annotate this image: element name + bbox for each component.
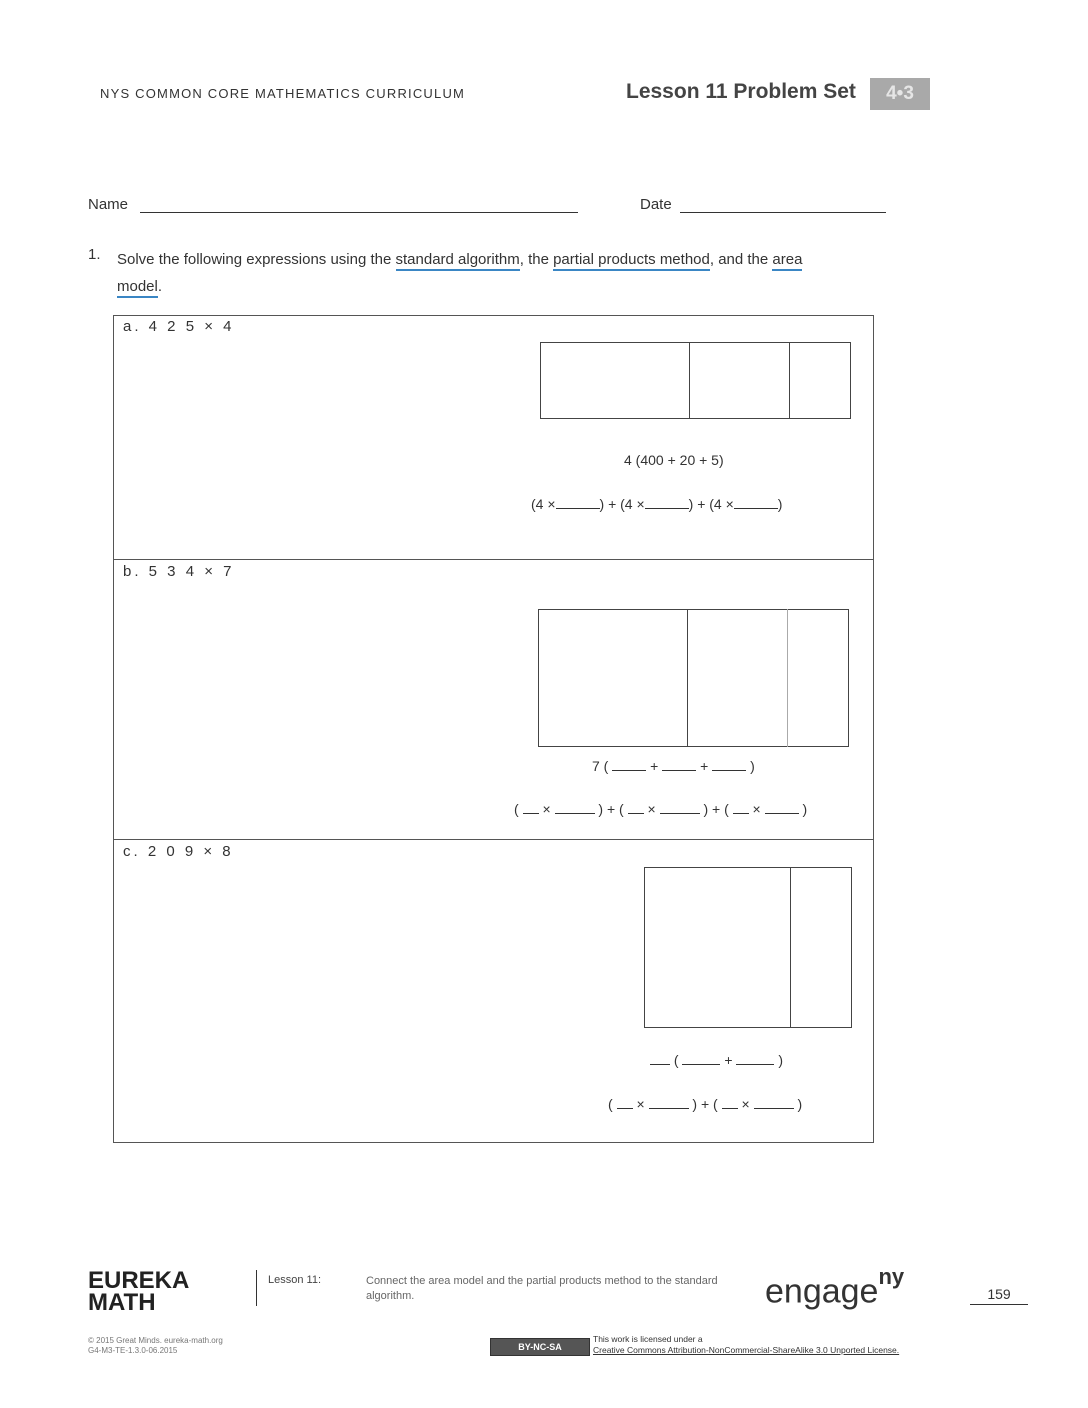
expr-part: ) + ( xyxy=(703,801,729,817)
problem-divider xyxy=(113,839,874,840)
problem-a-label: a. 4 2 5 × 4 xyxy=(123,318,235,335)
answer-blank[interactable] xyxy=(733,801,749,814)
answer-blank[interactable] xyxy=(612,758,646,771)
answer-blank[interactable] xyxy=(712,758,746,771)
license-link[interactable]: Creative Commons Attribution-NonCommercial-ShareAlike 3.0 Unported License. xyxy=(593,1345,900,1355)
cc-license-icon xyxy=(490,1338,590,1356)
answer-blank[interactable] xyxy=(555,801,595,814)
area-model-divider xyxy=(689,342,690,419)
expr-part: ) xyxy=(802,801,808,817)
area-model-divider xyxy=(790,867,791,1028)
cc-badge-text: BY-NC-SA xyxy=(518,1342,562,1352)
expr-part: ) xyxy=(797,1096,803,1112)
expr-part: × xyxy=(647,801,656,817)
term-standard-algorithm: standard algorithm xyxy=(396,251,520,271)
question-text xyxy=(117,246,917,300)
license-text xyxy=(593,1334,899,1356)
expr-part: ( xyxy=(673,1052,679,1068)
partial-products-c xyxy=(608,1096,802,1112)
answer-blank[interactable] xyxy=(645,496,689,509)
term-partial-products: partial products method xyxy=(553,251,710,271)
logo-line: EUREKA xyxy=(88,1267,190,1294)
area-model-divider xyxy=(789,342,790,419)
problem-c-label: c. 2 0 9 × 8 xyxy=(123,843,234,860)
copyright-line: © 2015 Great Minds. eureka-math.org xyxy=(88,1336,223,1345)
answer-blank[interactable] xyxy=(722,1096,738,1109)
engage-text: engage xyxy=(765,1272,879,1311)
answer-blank[interactable] xyxy=(523,801,539,814)
problem-divider xyxy=(113,559,874,560)
expr-part: 7 ( xyxy=(592,758,609,774)
term-model: model xyxy=(117,278,158,298)
answer-blank[interactable] xyxy=(765,801,799,814)
answer-blank[interactable] xyxy=(736,1052,774,1065)
distributive-expression-b xyxy=(592,758,755,774)
date-label: Date xyxy=(640,196,672,213)
answer-blank[interactable] xyxy=(617,1096,633,1109)
question-text-part: , and the xyxy=(709,251,773,268)
expr-part: (4 × xyxy=(531,496,556,512)
date-field[interactable] xyxy=(680,212,886,213)
eureka-math-logo xyxy=(88,1267,190,1316)
area-model-a[interactable] xyxy=(540,342,851,419)
question-number: 1. xyxy=(88,246,101,263)
expr-part: × xyxy=(741,1096,750,1112)
curriculum-header: NYS COMMON CORE MATHEMATICS CURRICULUM xyxy=(100,86,466,101)
answer-blank[interactable] xyxy=(662,758,696,771)
answer-blank[interactable] xyxy=(660,801,700,814)
expr-part: × xyxy=(636,1096,645,1112)
expr-part: × xyxy=(752,801,761,817)
page-number: 159 xyxy=(970,1286,1028,1305)
answer-blank[interactable] xyxy=(628,801,644,814)
area-model-c[interactable] xyxy=(644,867,852,1028)
expr-part: ) + ( xyxy=(598,801,624,817)
area-model-divider xyxy=(687,609,688,747)
expr-part: ) xyxy=(750,758,755,774)
question-text-part: , the xyxy=(519,251,554,268)
area-model-b[interactable] xyxy=(538,609,849,747)
license-line: This work is licensed under a xyxy=(593,1334,703,1344)
answer-blank[interactable] xyxy=(754,1096,794,1109)
answer-blank[interactable] xyxy=(649,1096,689,1109)
question-text-part: . xyxy=(157,278,163,295)
expr-part: ) xyxy=(777,496,783,512)
expr-part: + xyxy=(700,758,709,774)
name-field[interactable] xyxy=(140,212,578,213)
name-label: Name xyxy=(88,196,129,213)
expr-part: ) + (4 × xyxy=(688,496,734,512)
term-area: area xyxy=(772,251,802,271)
expr-part: ) xyxy=(778,1052,783,1068)
expr-part: ( xyxy=(608,1096,613,1112)
footer-lesson: Lesson 11: xyxy=(268,1274,322,1286)
answer-blank[interactable] xyxy=(734,496,778,509)
problem-b-label: b. 5 3 4 × 7 xyxy=(123,563,235,580)
partial-products-a xyxy=(531,496,782,512)
expr-part: + xyxy=(650,758,659,774)
answer-blank[interactable] xyxy=(650,1052,670,1065)
logo-line: MATH xyxy=(88,1289,156,1316)
copyright xyxy=(88,1336,223,1356)
expr-part: × xyxy=(542,801,551,817)
question-text-part: Solve the following expressions using the xyxy=(117,251,396,268)
partial-products-b xyxy=(514,801,807,817)
distributive-expression-c xyxy=(650,1052,783,1068)
area-model-divider xyxy=(787,609,788,747)
expr-part: + xyxy=(724,1052,733,1068)
module-badge: 4•3 xyxy=(870,78,930,110)
engageny-logo xyxy=(765,1264,905,1311)
answer-blank[interactable] xyxy=(556,496,600,509)
copyright-line: G4-M3-TE-1.3.0-06.2015 xyxy=(88,1346,178,1355)
footer-description: Connect the area model and the partial products method to the standard algorithm. xyxy=(366,1275,718,1302)
distributive-expression-a: 4 (400 + 20 + 5) xyxy=(624,452,724,468)
expr-part: ( xyxy=(514,801,519,817)
footer-separator xyxy=(256,1270,257,1306)
engage-sup: ny xyxy=(878,1264,905,1289)
expr-part: ) + ( xyxy=(692,1096,718,1112)
expr-part: ) + (4 × xyxy=(599,496,645,512)
answer-blank[interactable] xyxy=(682,1052,720,1065)
page-title: Lesson 11 Problem Set xyxy=(626,80,856,103)
